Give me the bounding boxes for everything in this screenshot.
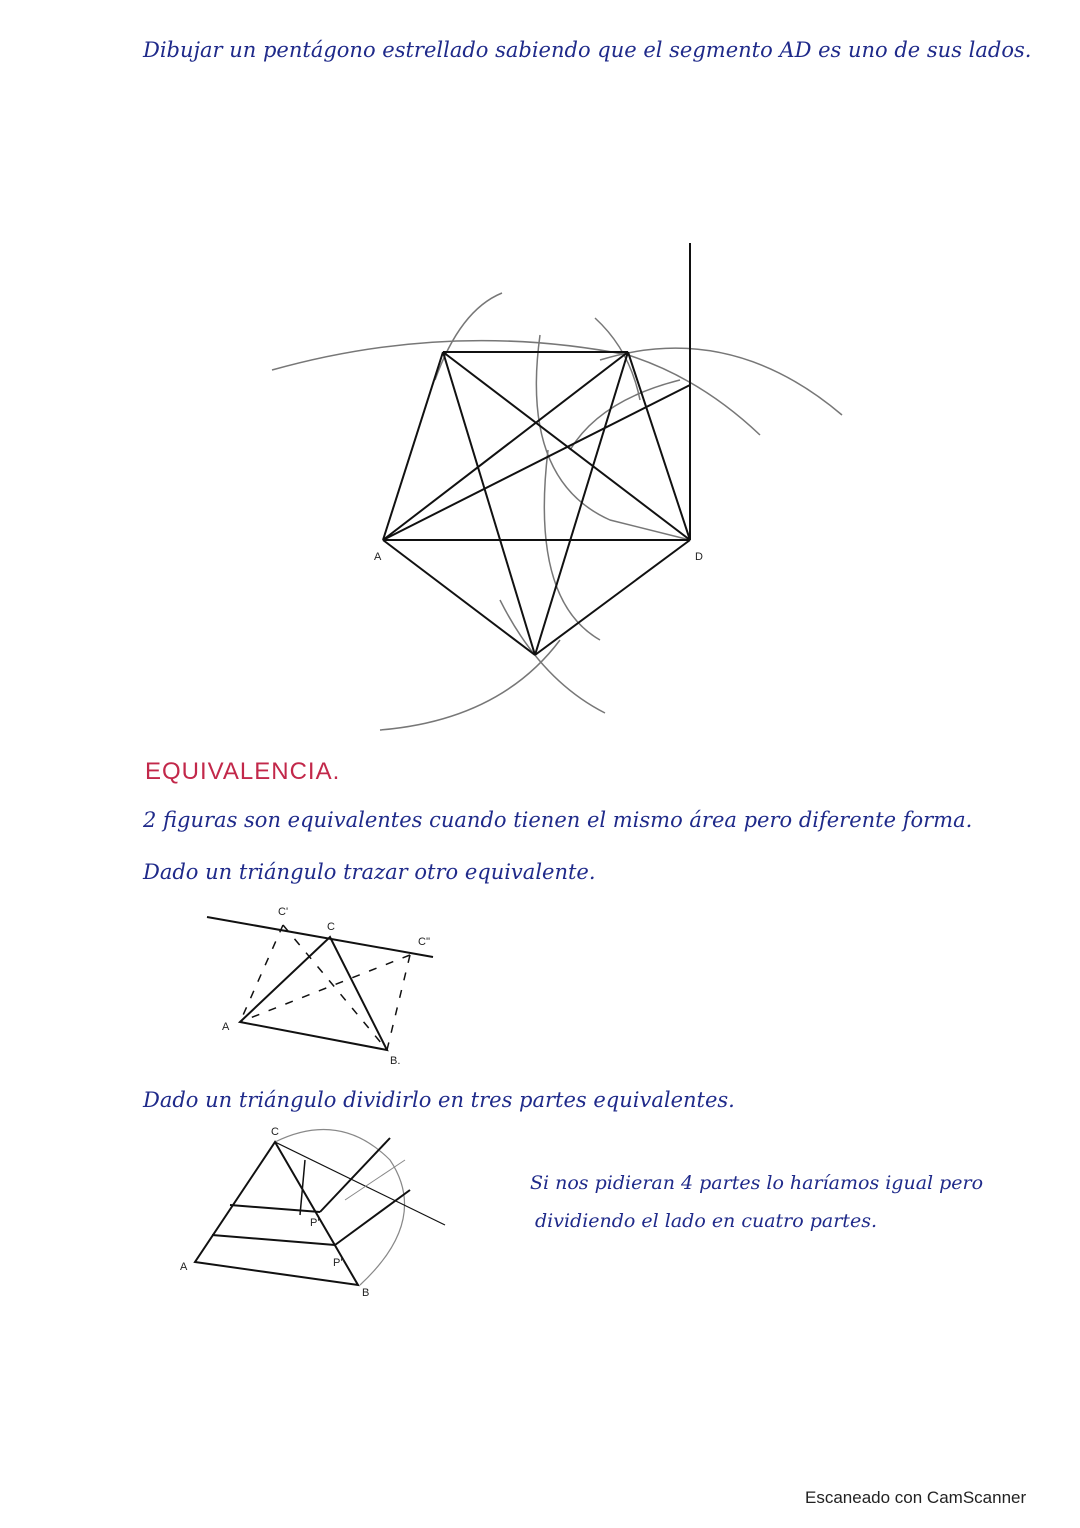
arc-mid: [536, 335, 690, 540]
note-line-2: dividiendo el lado en cuatro partes.: [535, 1210, 877, 1232]
equivalent-triangle-figure: [207, 906, 433, 1067]
label-p1: P': [310, 1217, 320, 1229]
label-c: C: [327, 921, 335, 933]
arc-inner: [544, 450, 600, 640]
section-title: EQUIVALENCIA.: [145, 758, 341, 785]
exercise2-statement: Dado un triángulo trazar otro equivalente.: [143, 860, 596, 884]
label-c-double: C'': [418, 936, 431, 948]
label-c: C: [271, 1126, 279, 1138]
label-d: D: [695, 551, 703, 563]
note-line-1: Si nos pidieran 4 partes lo haríamos igual pero: [530, 1172, 984, 1194]
pentagon-star-construction: [272, 243, 842, 730]
definition-text: 2 figuras son equivalentes cuando tienen el mismo área pero diferente forma.: [143, 808, 973, 832]
arc-bottom-right: [500, 600, 605, 713]
label-c-prime: C': [278, 906, 289, 918]
arc-small: [570, 380, 680, 450]
arc-top-left: [435, 293, 502, 380]
label-b: B: [362, 1287, 370, 1299]
triangle-abc: [240, 937, 387, 1050]
exercise1-statement: Dibujar un pentágono estrellado sabiendo que el segmento AD es uno de sus lados.: [143, 38, 1032, 62]
label-b: B.: [390, 1055, 401, 1067]
label-a: A: [374, 551, 382, 563]
exercise3-statement: Dado un triángulo dividirlo en tres partes equivalentes.: [143, 1088, 735, 1112]
label-p2: P'': [333, 1257, 345, 1269]
label-a: A: [222, 1021, 230, 1033]
arc-centered-a: [272, 341, 760, 435]
three-parts-triangle-figure: [180, 1126, 445, 1299]
label-a: A: [180, 1261, 188, 1273]
parallel-line: [207, 917, 433, 957]
scanner-watermark: Escaneado con CamScanner: [805, 1488, 1027, 1507]
